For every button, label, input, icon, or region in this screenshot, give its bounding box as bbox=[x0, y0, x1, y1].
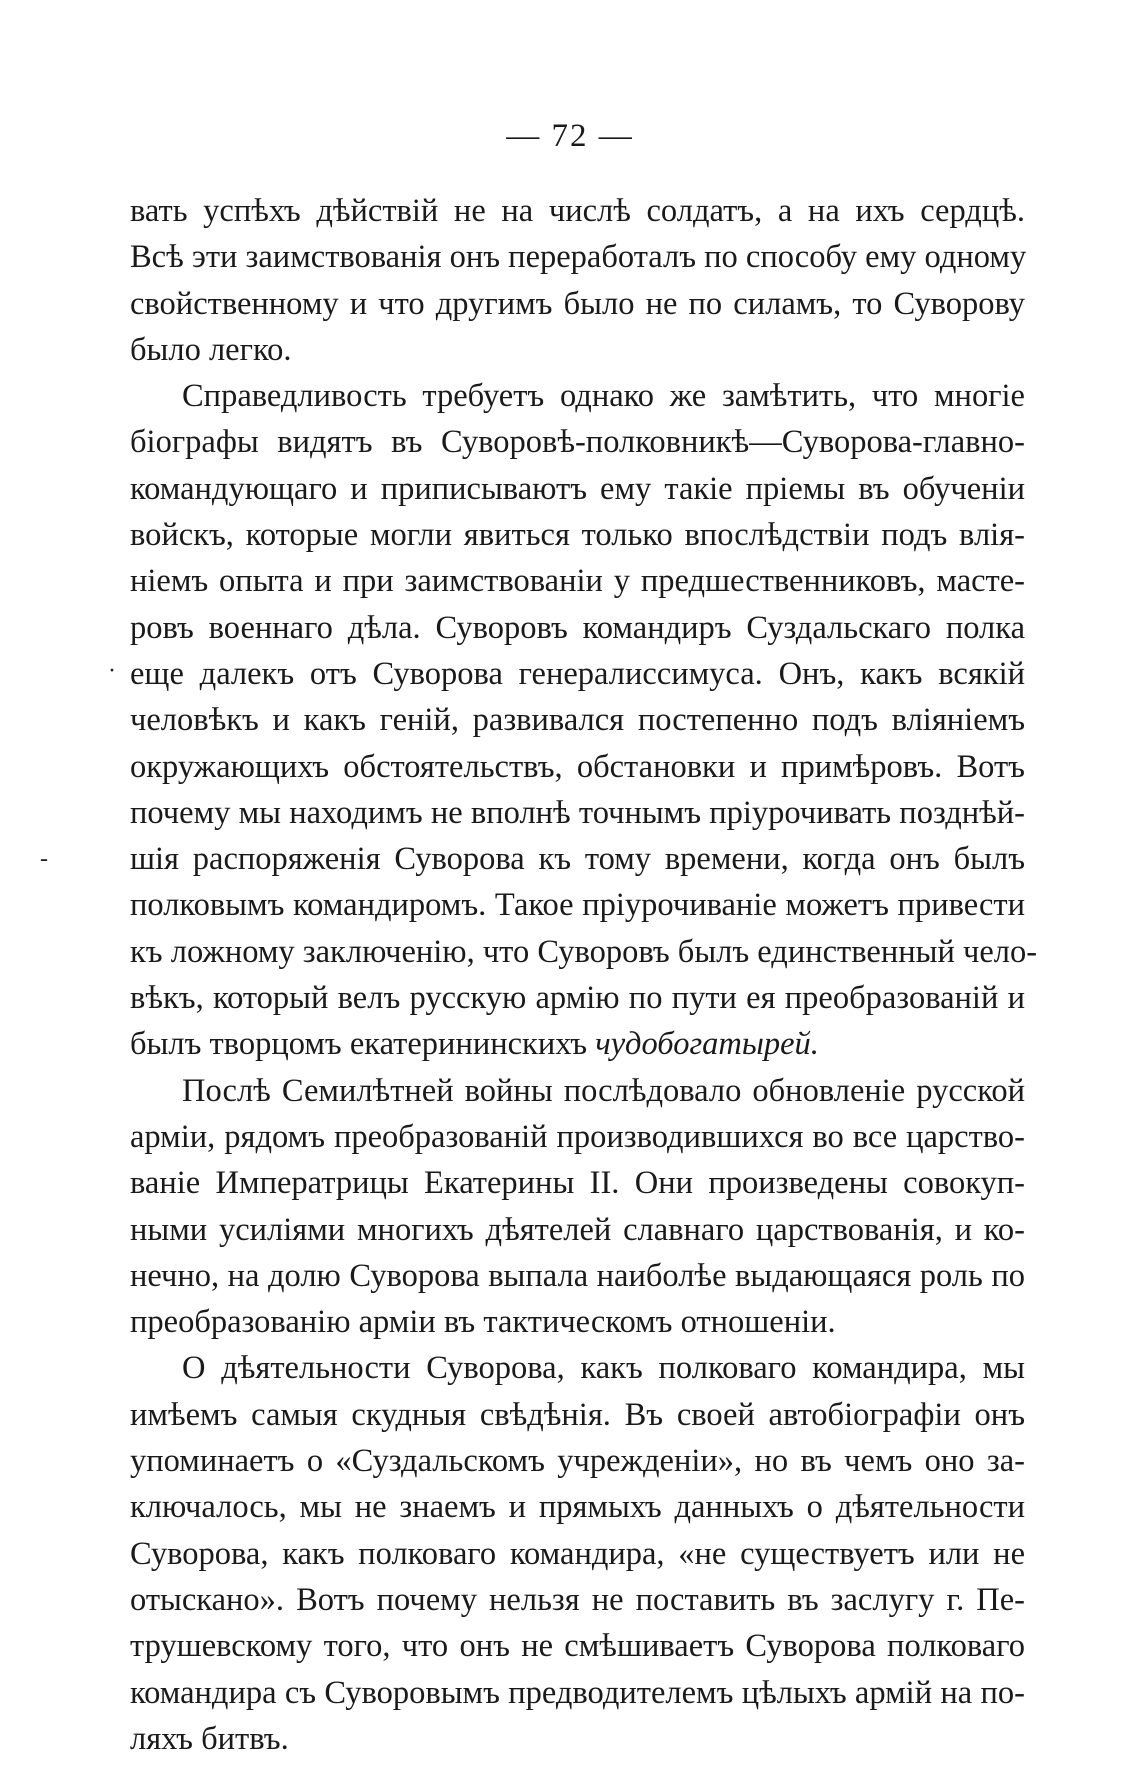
text-line: вѣкъ, который велъ русскую армію по пути ея преобразованій и bbox=[130, 980, 1025, 1017]
text-line: Всѣ эти заимствованія онъ переработалъ по способу ему одному bbox=[130, 239, 1027, 276]
text-line: ляхъ битвъ. bbox=[130, 1720, 289, 1757]
text-line: ваніе Императрицы Екатерины II. Они произведены совокуп- bbox=[130, 1165, 1025, 1202]
text-line bbox=[130, 1021, 1025, 1067]
margin-dash-mark: ‐ bbox=[40, 846, 48, 872]
text-line: біографы видятъ въ Суворовѣ-полковникѣ—Суворова-главно- bbox=[130, 424, 1025, 461]
paragraph-2 bbox=[130, 373, 1038, 1067]
text-line: преобразованію арміи въ тактическомъ отношеніи. bbox=[130, 1304, 836, 1341]
text-line: человѣкъ и какъ геній, развивался постепенно подъ вліяніемъ bbox=[130, 702, 1025, 739]
text-line: войскъ, которые могли явиться только впослѣдствіи подъ влія- bbox=[130, 517, 1025, 554]
paragraph-1 bbox=[130, 188, 1025, 373]
text-line: Послѣ Семилѣтней войны послѣдовало обновленіе русской bbox=[182, 1072, 1025, 1109]
text-line: Справедливость требуетъ однако же замѣтить, что многіе bbox=[182, 378, 1025, 415]
text-line: шія распоряженія Суворова къ тому времени, когда онъ былъ bbox=[130, 841, 1025, 878]
body-text bbox=[130, 188, 1038, 1762]
text-line: трушевскому того, что онъ не смѣшиваетъ Суворова полковаго bbox=[130, 1628, 1025, 1665]
text-line-start: былъ творцомъ екатерининскихъ bbox=[130, 1026, 588, 1063]
text-line: ровъ военнаго дѣла. Суворовъ командиръ Суздальскаго полка bbox=[130, 609, 1025, 646]
paragraph-4 bbox=[130, 1345, 1025, 1762]
text-line: къ ложному заключенію, что Суворовъ былъ единственный чело- bbox=[130, 933, 1038, 970]
text-line: окружающихъ обстоятельствъ, обстановки и примѣровъ. Вотъ bbox=[130, 748, 1025, 785]
text-line: нечно, на долю Суворова выпала наиболѣе выдающаяся роль по bbox=[130, 1257, 1025, 1294]
text-line: Суворова, какъ полковаго командира, «не существуетъ или не bbox=[130, 1535, 1025, 1572]
text-line: ключалось, мы не знаемъ и прямыхъ данныхъ о дѣятельности bbox=[130, 1489, 1025, 1526]
text-line: еще далекъ отъ Суворова генералиссимуса. Онъ, какъ всякій bbox=[130, 655, 1025, 692]
margin-dot-mark: · bbox=[108, 658, 116, 684]
italic-term: чудобогатырей. bbox=[595, 1026, 819, 1063]
text-line: отыскано». Вотъ почему нельзя не поставить въ заслугу г. Пе- bbox=[130, 1581, 1025, 1618]
text-line: свойственному и что другимъ было не по силамъ, то Суворову bbox=[130, 285, 1025, 322]
text-line: вать успѣхъ дѣйствій не на числѣ солдатъ, а на ихъ сердцѣ. bbox=[130, 193, 1025, 229]
page-number: — 72 — bbox=[506, 118, 634, 154]
text-line: командира съ Суворовымъ предводителемъ цѣлыхъ армій на по- bbox=[130, 1674, 1025, 1711]
text-line: арміи, рядомъ преобразованій производившихся во все царство- bbox=[130, 1118, 1025, 1155]
text-line: ніемъ опыта и при заимствованіи у предшественниковъ, масте- bbox=[130, 563, 1025, 600]
text-line: ными усиліями многихъ дѣятелей славнаго царствованія, и ко- bbox=[130, 1211, 1025, 1248]
text-line: имѣемъ самыя скудныя свѣдѣнія. Въ своей автобіографіи онъ bbox=[130, 1396, 1025, 1433]
text-line: упоминаетъ о «Суздальскомъ учрежденіи», но въ чемъ оно за- bbox=[130, 1443, 1025, 1480]
text-line: полковымъ командиромъ. Такое пріурочиваніе можетъ привести bbox=[130, 887, 1025, 924]
text-line: командующаго и приписываютъ ему такіе пріемы въ обученіи bbox=[130, 470, 1025, 507]
paragraph-3 bbox=[130, 1068, 1025, 1346]
text-line: О дѣятельности Суворова, какъ полковаго командира, мы bbox=[182, 1350, 1025, 1387]
text-line: почему мы находимъ не вполнѣ точнымъ пріурочивать позднѣй- bbox=[130, 794, 1025, 831]
text-line: было легко. bbox=[130, 331, 292, 368]
